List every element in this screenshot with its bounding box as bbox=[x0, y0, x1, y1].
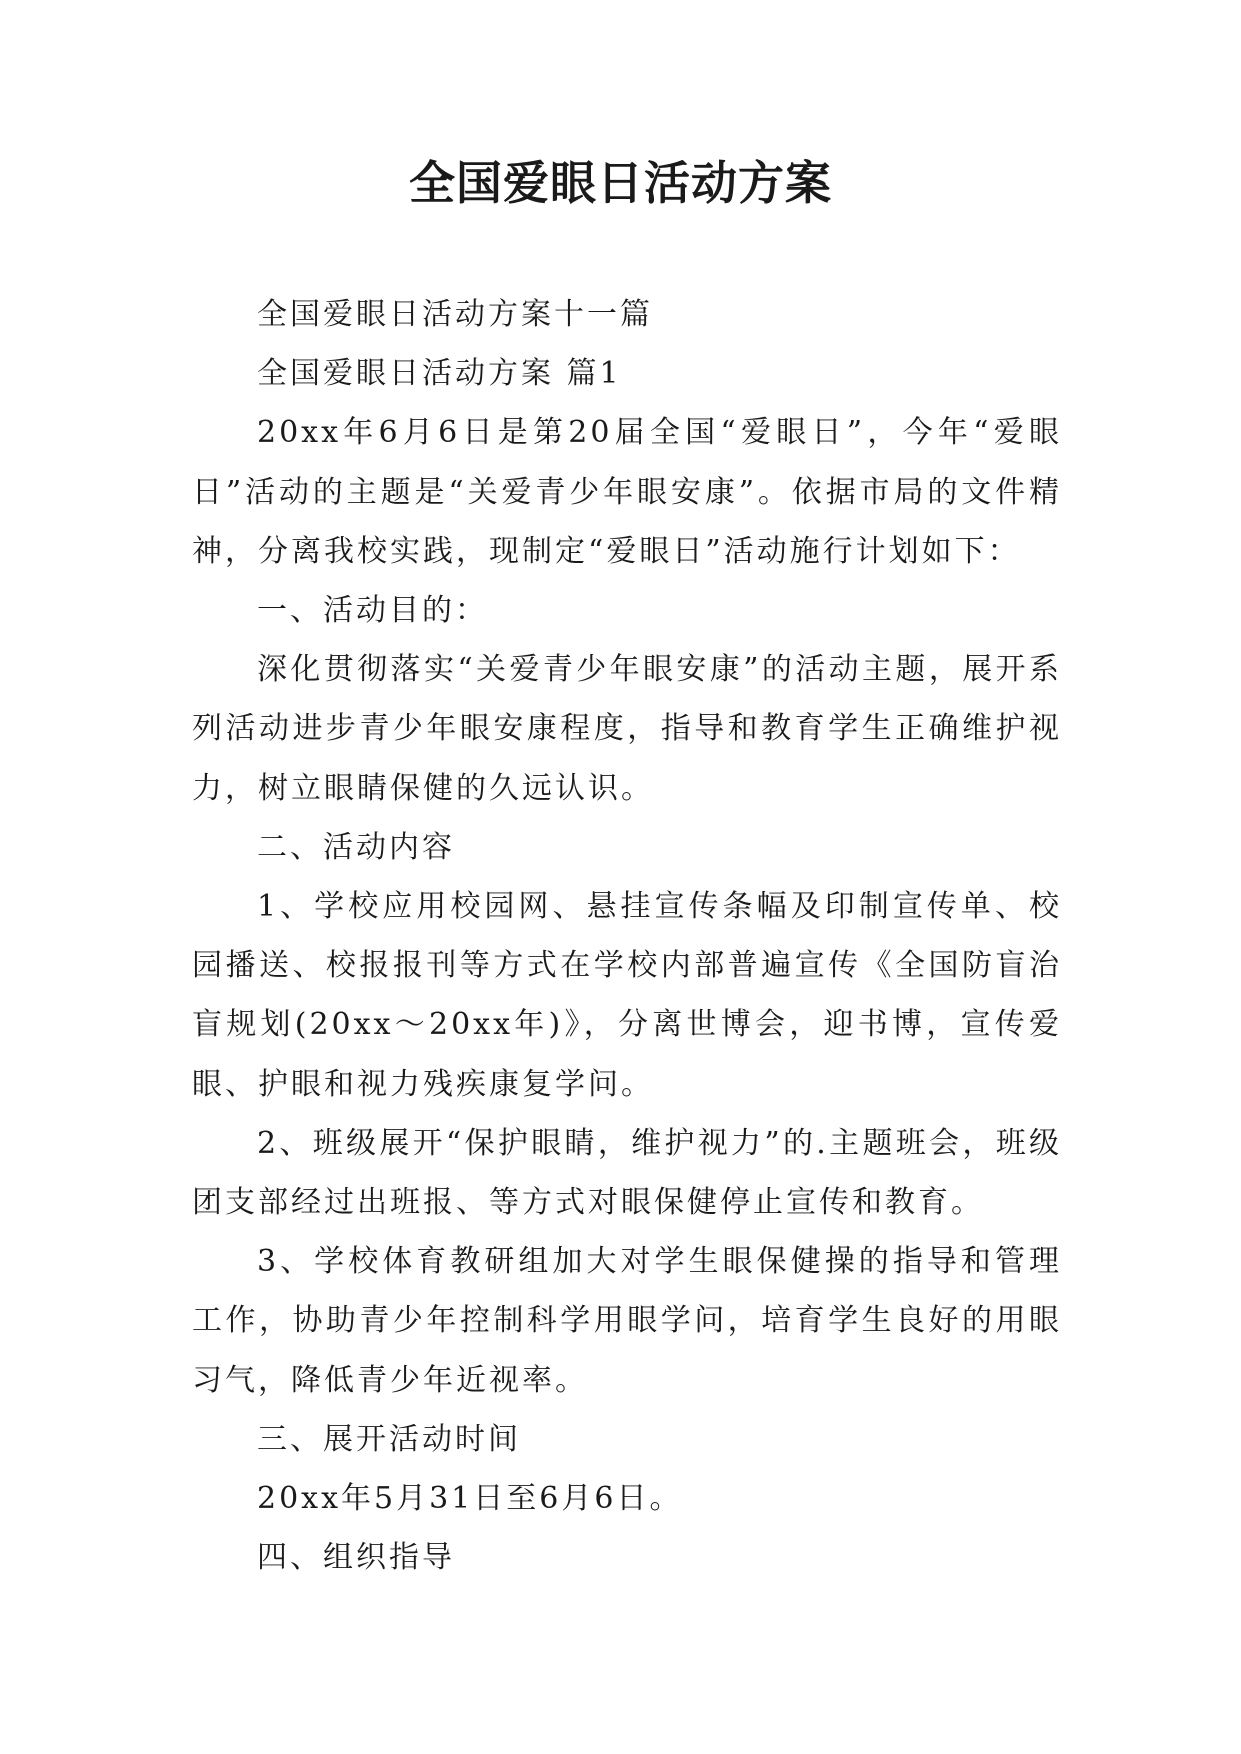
body-paragraph: 1、学校应用校园网、悬挂宣传条幅及印制宣传单、校园播送、校报报刊等方式在学校内部普遍宣传《全国防盲治盲规划(20xx～20xx年)》，分离世博会，迎书博，宣传爱眼、护眼和视力残疾康复学问。 bbox=[192, 889, 1062, 1102]
body-paragraph: 20xx年5月31日至6月6日。 bbox=[257, 1481, 683, 1517]
body-paragraph: 深化贯彻落实“关爱青少年眼安康”的活动主题，展开系列活动进步青少年眼安康程度，指导和教育学生正确维护视力，树立眼睛保健的久远认识。 bbox=[192, 652, 1062, 806]
subtitle-paragraph: 全国爱眼日活动方案十一篇 bbox=[257, 297, 653, 332]
section-heading: 三、展开活动时间 bbox=[257, 1421, 521, 1457]
section-heading: 一、活动目的： bbox=[257, 593, 488, 629]
section-heading: 二、活动内容 bbox=[257, 829, 455, 865]
body-paragraph: 2、班级展开“保护眼睛，维护视力”的.主题班会，班级团支部经过出班报、等方式对眼保健停止宣传和教育。 bbox=[192, 1125, 1062, 1221]
document-body bbox=[192, 285, 1062, 1587]
body-paragraph: 20xx年6月6日是第20届全国“爱眼日”，今年“爱眼日”活动的主题是“关爱青少年眼安康”。依据市局的文件精神，分离我校实践，现制定“爱眼日”活动施行计划如下： bbox=[192, 415, 1062, 569]
document-title: 全国爱眼日活动方案 bbox=[409, 156, 832, 210]
section-heading: 全国爱眼日活动方案 篇1 bbox=[257, 356, 622, 392]
body-paragraph: 3、学校体育教研组加大对学生眼保健操的指导和管理工作，协助青少年控制科学用眼学问，培育学生良好的用眼习气，降低青少年近视率。 bbox=[192, 1244, 1062, 1398]
section-heading: 四、组织指导 bbox=[257, 1540, 455, 1576]
